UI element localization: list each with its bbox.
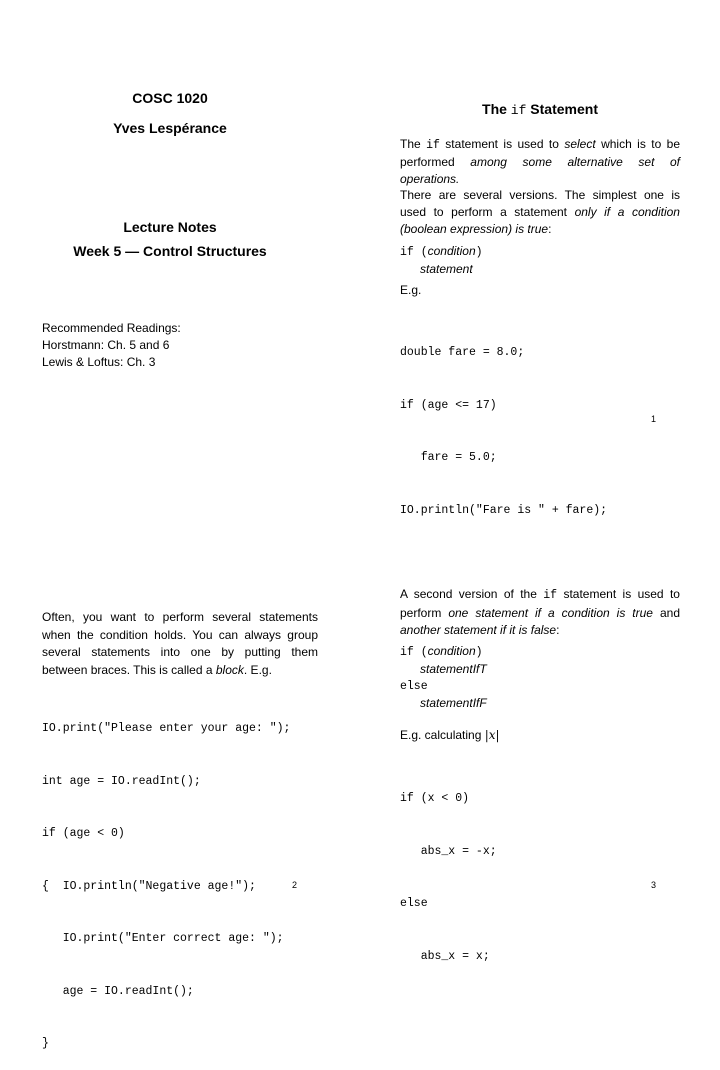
page-number: 1 [651,414,657,424]
course-title: COSC 1020 [132,90,208,106]
readings-heading: Recommended Readings: [42,321,181,335]
code-line: if (age < 0) [42,827,125,840]
example-label: E.g. calculating |x| [400,728,500,742]
reading-item: Lewis & Loftus: Ch. 3 [42,355,156,369]
code-line: IO.println("Fare is " + fare); [400,503,608,517]
code-line: fare = 5.0; [400,451,497,464]
code-line: IO.print("Please enter your age: "); [42,722,291,735]
code-line: age = IO.readInt(); [42,984,194,998]
if-syntax: if (condition) statement [400,244,483,276]
code-line: if (x < 0) [400,792,470,805]
code-block [400,755,497,983]
page-number: 3 [651,880,657,890]
code-line: IO.print("Enter correct age: "); [42,932,284,945]
if-else-paragraph: A second version of the if statement is used to perform one statement if a condition is true and another statement if it is false: [400,587,680,637]
code-line: abs_x = -x; [400,844,497,858]
readings-list [42,320,322,371]
author-name: Yves Lespérance [113,120,227,136]
code-block [400,309,607,537]
block-paragraph: Often, you want to perform several statements when the condition holds. You can always group several statements into one by putting them between braces. This is called a block. E.g. [42,610,318,677]
example-label: E.g. [400,283,422,297]
lecture-notes-title: Lecture Notes [123,219,217,235]
page-number: 2 [292,880,298,890]
code-line: else [400,897,428,910]
if-else-syntax: if (condition) statementIfT else statementIfF [400,644,487,710]
reading-item: Horstmann: Ch. 5 and 6 [42,338,170,352]
if-statement-heading: The if Statement [482,101,598,118]
code-block [42,685,290,1070]
code-line: { IO.println("Negative age!"); [42,879,256,893]
week-title: Week 5 — Control Structures [73,243,267,259]
code-line: double fare = 8.0; [400,346,525,359]
if-intro-paragraph: The if statement is used to select which is to be performed among some alternative set of operations. [400,137,681,186]
code-line: if (age <= 17) [400,398,497,412]
code-line: int age = IO.readInt(); [42,774,201,788]
code-line: } [42,1037,49,1050]
simple-version-paragraph: There are several versions. The simplest one is used to perform a statement only if a condition (boolean expression) is true: [400,188,680,236]
code-line: abs_x = x; [400,949,490,963]
